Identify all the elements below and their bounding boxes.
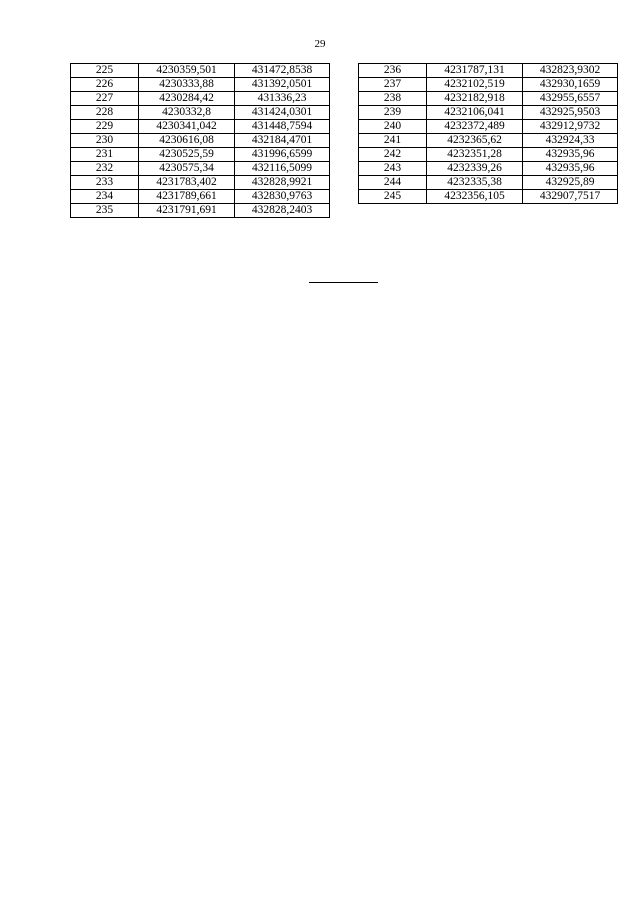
table-row — [71, 148, 330, 162]
y-coordinate-cell: 432924,33 — [523, 134, 618, 148]
y-coordinate-cell: 432930,1659 — [523, 78, 618, 92]
page-number: 29 — [314, 38, 326, 50]
x-coordinate-cell: 4231789,661 — [139, 190, 235, 204]
x-coordinate-cell: 4230341,042 — [139, 120, 235, 134]
y-coordinate-cell: 432184,4701 — [235, 134, 330, 148]
point-number-cell: 241 — [359, 134, 427, 148]
x-coordinate-cell: 4231787,131 — [427, 64, 523, 78]
point-number-cell: 244 — [359, 176, 427, 190]
end-of-document-rule — [309, 282, 378, 283]
table-row — [71, 92, 330, 106]
y-coordinate-cell: 432828,2403 — [235, 204, 330, 218]
point-number-cell: 243 — [359, 162, 427, 176]
table-row — [71, 162, 330, 176]
table-row — [359, 190, 618, 204]
y-coordinate-cell: 432828,9921 — [235, 176, 330, 190]
y-coordinate-cell: 432823,9302 — [523, 64, 618, 78]
coordinates-table-left — [70, 63, 330, 218]
y-coordinate-cell: 431392,0501 — [235, 78, 330, 92]
y-coordinate-cell: 431996,6599 — [235, 148, 330, 162]
y-coordinate-cell: 431336,23 — [235, 92, 330, 106]
y-coordinate-cell: 432955,6557 — [523, 92, 618, 106]
x-coordinate-cell: 4230616,08 — [139, 134, 235, 148]
x-coordinate-cell: 4230525,59 — [139, 148, 235, 162]
coordinates-table-right — [358, 63, 618, 204]
table-row — [359, 106, 618, 120]
point-number-cell: 230 — [71, 134, 139, 148]
table-row — [71, 78, 330, 92]
x-coordinate-cell: 4232372,489 — [427, 120, 523, 134]
x-coordinate-cell: 4232102,519 — [427, 78, 523, 92]
point-number-cell: 229 — [71, 120, 139, 134]
y-coordinate-cell: 432935,96 — [523, 148, 618, 162]
point-number-cell: 234 — [71, 190, 139, 204]
table-row — [71, 204, 330, 218]
point-number-cell: 235 — [71, 204, 139, 218]
table-row — [359, 92, 618, 106]
point-number-cell: 238 — [359, 92, 427, 106]
table-row — [359, 120, 618, 134]
y-coordinate-cell: 432912,9732 — [523, 120, 618, 134]
y-coordinate-cell: 432830,9763 — [235, 190, 330, 204]
table-row — [71, 190, 330, 204]
table-row — [359, 148, 618, 162]
table-row — [71, 134, 330, 148]
table-row — [71, 176, 330, 190]
x-coordinate-cell: 4230332,8 — [139, 106, 235, 120]
table-row — [359, 176, 618, 190]
x-coordinate-cell: 4230575,34 — [139, 162, 235, 176]
table-row — [359, 134, 618, 148]
y-coordinate-cell: 432116,5099 — [235, 162, 330, 176]
table-row — [71, 120, 330, 134]
x-coordinate-cell: 4232106,041 — [427, 106, 523, 120]
y-coordinate-cell: 431472,8538 — [235, 64, 330, 78]
point-number-cell: 231 — [71, 148, 139, 162]
point-number-cell: 240 — [359, 120, 427, 134]
x-coordinate-cell: 4232351,28 — [427, 148, 523, 162]
point-number-cell: 233 — [71, 176, 139, 190]
table-row — [359, 162, 618, 176]
point-number-cell: 225 — [71, 64, 139, 78]
x-coordinate-cell: 4230359,501 — [139, 64, 235, 78]
y-coordinate-cell: 432935,96 — [523, 162, 618, 176]
x-coordinate-cell: 4232339,26 — [427, 162, 523, 176]
y-coordinate-cell: 431424,0301 — [235, 106, 330, 120]
x-coordinate-cell: 4232335,38 — [427, 176, 523, 190]
x-coordinate-cell: 4232182,918 — [427, 92, 523, 106]
x-coordinate-cell: 4232365,62 — [427, 134, 523, 148]
table-row — [359, 78, 618, 92]
x-coordinate-cell: 4231791,691 — [139, 204, 235, 218]
point-number-cell: 237 — [359, 78, 427, 92]
x-coordinate-cell: 4232356,105 — [427, 190, 523, 204]
point-number-cell: 242 — [359, 148, 427, 162]
y-coordinate-cell: 432907,7517 — [523, 190, 618, 204]
point-number-cell: 226 — [71, 78, 139, 92]
point-number-cell: 239 — [359, 106, 427, 120]
table-row — [71, 106, 330, 120]
point-number-cell: 232 — [71, 162, 139, 176]
y-coordinate-cell: 431448,7594 — [235, 120, 330, 134]
point-number-cell: 245 — [359, 190, 427, 204]
point-number-cell: 236 — [359, 64, 427, 78]
x-coordinate-cell: 4230333,88 — [139, 78, 235, 92]
table-row — [359, 64, 618, 78]
y-coordinate-cell: 432925,89 — [523, 176, 618, 190]
point-number-cell: 227 — [71, 92, 139, 106]
point-number-cell: 228 — [71, 106, 139, 120]
x-coordinate-cell: 4231783,402 — [139, 176, 235, 190]
table-row — [71, 64, 330, 78]
x-coordinate-cell: 4230284,42 — [139, 92, 235, 106]
y-coordinate-cell: 432925,9503 — [523, 106, 618, 120]
